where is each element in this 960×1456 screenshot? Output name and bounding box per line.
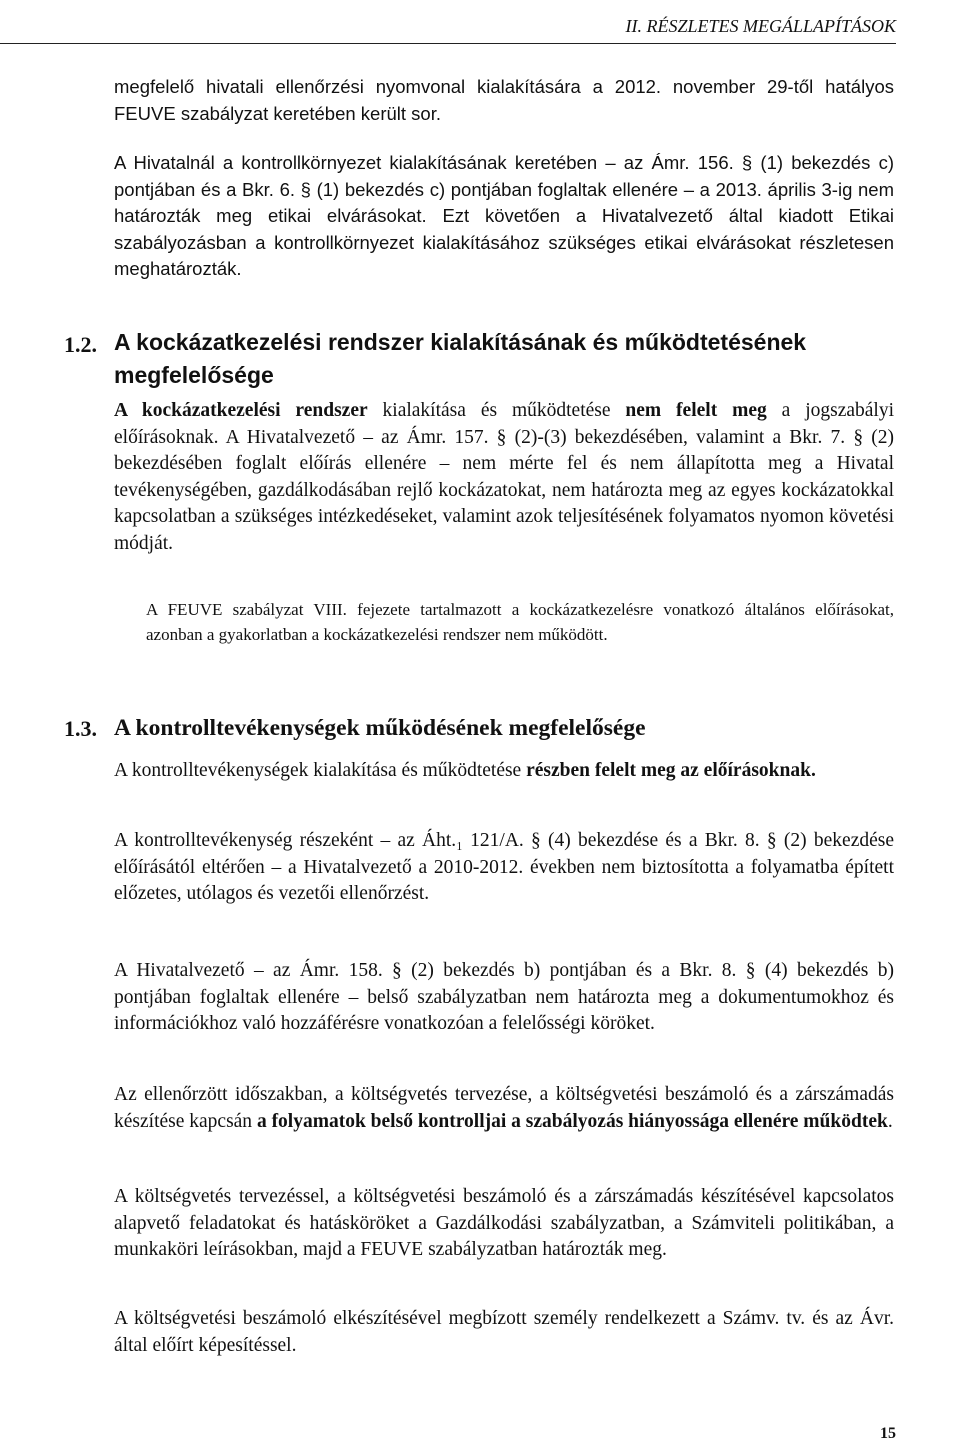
note-text: A FEUVE szabályzat VIII. fejezete tartalmazott a kockázatkezelésre vonatkozó általános előírásokat, azonban a gyakorlatban a kockázatkezelési rendszer nem működött. <box>146 600 894 644</box>
section-1-3-text-6: A költségvetési beszámoló elkészítésével megbízott személy rendelkezett a Számv. tv. és az Ávr. által előírt képesítéssel. <box>114 1308 894 1356</box>
header-rule <box>0 43 896 44</box>
section-number-1-2: 1.2. <box>64 332 97 357</box>
section-1-3-text-2: A kontrolltevékenység részeként – az Áht.₁ 121/A. § (4) bekezdése és a Bkr. 8. § (2) bekezdése előírásától eltérően – a Hivatalvezető a 2010-2012. években nem biztosította a folyamatba épített előzetes, utólagos és vezetői ellenőrzést. <box>114 830 894 904</box>
finding-1-3-bold: részben felelt meg az előírásoknak. <box>526 760 816 781</box>
section-1-3-paragraph-5 <box>114 1184 894 1264</box>
intro-paragraph-2 <box>114 150 894 283</box>
section-1-3-text-4 <box>114 1082 894 1135</box>
section-1-3-paragraph-6 <box>114 1306 894 1359</box>
section-1-3-finding <box>114 758 894 785</box>
intro-paragraph-1 <box>114 74 894 127</box>
section-1-3-finding-text <box>114 758 894 785</box>
finding-bold-2: nem felelt meg <box>625 400 767 421</box>
p4-text-2: . <box>887 1110 893 1132</box>
section-1-2-finding <box>114 398 894 557</box>
finding-1-3-text: A kontrolltevékenységek kialakítása és működtetése <box>114 760 527 781</box>
section-1-3-paragraph-3 <box>114 958 894 1038</box>
section-number-1-3: 1.3. <box>64 716 97 741</box>
section-1-3-paragraph-4 <box>114 1082 894 1135</box>
finding-text-2: a jogszabályi előírásoknak. A Hivatalvezető – az Ámr. 157. § (2)-(3) bekezdésében, valamint a Bkr. 7. § (2) bekezdésében foglalt előírás ellenére – nem mérte fel és nem állapította meg a Hivatal tevékenységében, gazdálkodásában rejlő kockázatokat, nem határozta meg az egyes kockázatokkal kapcsolatban a szükséges intézkedéseket, valamint azok teljesítésének folyamatos nyomon követési módját. <box>114 400 895 554</box>
p4-bold: a folyamatok belső kontrolljai a szabályozás hiányossága ellenére működtek <box>256 1110 888 1132</box>
section-1-3-text-3: A Hivatalvezető – az Ámr. 158. § (2) bekezdés b) pontjában és a Bkr. 8. § (4) bekezdés b) pontjában foglaltak ellenére – belső szabályzatban nem határozta meg a dokumentumokhoz és információkhoz való hozzáférésre vonatkozóan a felelősségi köröket. <box>114 960 894 1034</box>
running-header: II. RÉSZLETES MEGÁLLAPÍTÁSOK <box>625 16 896 36</box>
finding-bold-1: A kockázatkezelési rendszer <box>114 400 368 421</box>
section-1-2-note <box>146 598 894 647</box>
section-title-1-2: A kockázatkezelési rendszer kialakításának és működtetésének megfelelősége <box>114 329 807 388</box>
section-1-3-paragraph-2 <box>114 828 894 908</box>
p4-text-1: Az ellenőrzött időszakban, a költségvetés tervezése, a költségvetési beszámoló és a zárszámadás készítése kapcsán <box>114 1084 894 1132</box>
page-number: 15 <box>880 1425 896 1442</box>
intro-text-1: megfelelő hivatali ellenőrzési nyomvonal kialakítására a 2012. november 29-től hatályos FEUVE szabályzat keretében került sor. <box>114 76 894 124</box>
section-1-2-finding-text <box>114 398 894 557</box>
section-title-1-3: A kontrolltevékenységek működésének megfelelősége <box>114 715 646 741</box>
section-1-3-text-5: A költségvetés tervezéssel, a költségvetési beszámoló és a zárszámadás készítésével kapcsolatos alapvető feladatokat és hatásköröket a Gazdálkodási szabályzatban, a Számviteli politikában, a munkaköri leírásokban, majd a FEUVE szabályzatban határozták meg. <box>114 1186 894 1260</box>
intro-text-2: A Hivatalnál a kontrollkörnyezet kialakításának keretében – az Ámr. 156. § (1) bekezdés c) pontjában és a Bkr. 6. § (1) bekezdés c) pontjában foglaltak ellenére – a 2013. április 3-ig nem határozták meg etikai elvárásokat. Ezt követően a Hivatalvezető által kiadott Etikai szabályozásban a kontrollkörnyezet kialakításához szükséges etikai elvárásokat részletesen meghatározták. <box>114 152 894 279</box>
finding-text-1: kialakítása és működtetése <box>367 400 626 421</box>
